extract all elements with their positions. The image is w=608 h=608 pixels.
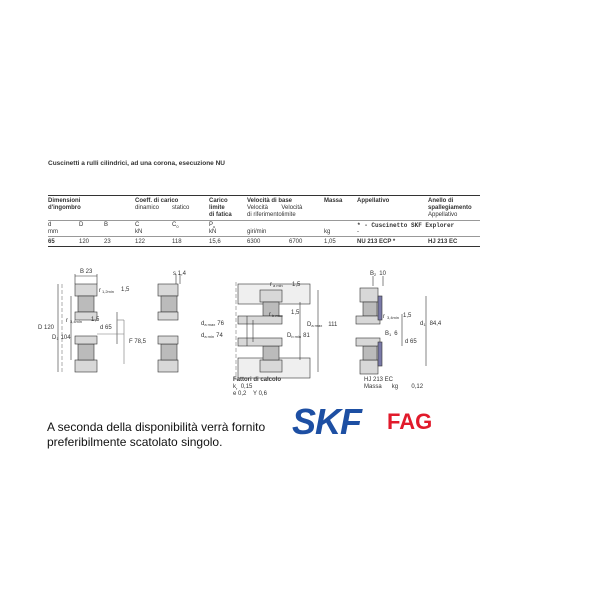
header-designation: Appellativo <box>357 198 390 204</box>
header-load-ratings: Coeff. di carico <box>135 198 179 204</box>
label-ra-value: 1,5 <box>292 282 301 288</box>
unit-kn-pu: kN <box>209 229 217 235</box>
explorer-note: * - Cuscinetto SKF Explorer <box>357 222 455 229</box>
calculation-factors-title: Fattori di calcolo <box>233 377 282 383</box>
header-static: statico <box>172 205 190 211</box>
table-bottom-rule <box>48 246 480 247</box>
ring-mass: Massa kg 0,12 <box>364 384 424 390</box>
header-ring-designation: Appellativo <box>428 212 458 218</box>
unit-dash: - <box>357 229 359 235</box>
header-dynamic: dinamico <box>135 205 160 211</box>
header-fatigue-load: Carico limite di fatica <box>209 198 232 218</box>
technical-drawings <box>0 262 608 382</box>
cell-reference-speed: 6300 <box>247 239 261 245</box>
label-B: B 23 <box>80 269 93 275</box>
cell-D: 120 <box>79 239 90 245</box>
label-rbmax: b max <box>272 313 283 318</box>
units-rule <box>48 236 480 237</box>
label-rb-prefix: r <box>269 312 271 318</box>
sheet-title: Cuscinetti a rulli cilindrici, ad una corona, esecuzione NU <box>48 160 225 167</box>
symbol-d: d <box>48 222 52 228</box>
ring-caption: HJ 213 EC <box>364 377 394 383</box>
label-B2: B2 10 <box>370 271 386 277</box>
fag-logo: FAG <box>387 409 433 434</box>
header-speed-sub: Velocità Velocità <box>247 205 303 211</box>
header-mass: Massa <box>324 198 343 204</box>
availability-note <box>47 420 265 450</box>
unit-kn-c: kN <box>135 229 143 235</box>
unit-kg: kg <box>324 229 331 235</box>
axial-displacement-drawing <box>158 274 180 372</box>
cell-limiting-speed: 6700 <box>289 239 303 245</box>
symbol-B: B <box>104 222 109 228</box>
cell-ring-designation: HJ 213 EC <box>428 239 458 245</box>
header-speed-sub2: di riferimentolimite <box>247 212 296 218</box>
factor-kr: $k_r$ 0,15 <box>233 384 253 392</box>
label-r12: 1,2min <box>102 289 115 294</box>
table-top-rule <box>48 195 480 196</box>
cell-Pu: 15,6 <box>209 239 221 245</box>
label-damin: da min 74 <box>201 333 223 339</box>
label-r34: 3,4min <box>70 319 83 324</box>
header-speed-ratings: Velocità di base <box>247 198 293 204</box>
symbol-D: D <box>79 222 84 228</box>
label-d: d 65 <box>100 325 112 331</box>
cell-C: 122 <box>135 239 146 245</box>
factor-e-y: e 0,2 Y 0,6 <box>233 391 267 397</box>
unit-mm: mm <box>48 229 58 235</box>
header-rule <box>48 220 480 221</box>
label-D1: D1 104 <box>52 335 71 341</box>
label-r34-value: 1,5 <box>91 317 100 323</box>
label-ring-r34-value: 1,5 <box>403 313 412 319</box>
cell-designation: NU 213 ECP * <box>357 239 396 245</box>
label-ramin: a min <box>273 283 283 288</box>
symbol-C: C <box>135 222 140 228</box>
cell-d: 65 <box>48 239 55 245</box>
label-ring-r34-prefix: r <box>383 314 385 320</box>
label-r12-value: 1,5 <box>121 287 130 293</box>
label-r12-prefix: r <box>99 288 101 294</box>
label-rb-value: 1,5 <box>291 310 300 316</box>
header-abutment-ring: Anello di spallegiamento <box>428 198 472 211</box>
label-d1: d1 84,4 <box>420 321 442 327</box>
label-ring-d: d 65 <box>405 339 417 345</box>
label-B1: B1 6 <box>385 331 398 337</box>
cell-B: 23 <box>104 239 111 245</box>
skf-logo: SKF <box>292 401 361 442</box>
label-ra-prefix: r <box>270 282 272 288</box>
cell-C0: 118 <box>172 239 182 245</box>
label-F: F 78,5 <box>129 339 147 345</box>
note-line-1: A seconda della disponibilità verrà fornito <box>47 420 266 434</box>
label-s: s 1,4 <box>173 271 187 277</box>
label-ring-r34: 3,4min <box>387 315 400 320</box>
label-Damax: Da max 111 <box>307 322 338 328</box>
label-damax: da max 76 <box>201 321 224 327</box>
symbol-Pu: $P_u$ <box>209 222 216 230</box>
symbol-C0: $C_0$ <box>172 222 179 230</box>
unit-rpm: giri/min <box>247 229 267 235</box>
cell-mass: 1,05 <box>324 239 336 245</box>
label-Dbmin: Db min 81 <box>287 333 310 339</box>
label-D: D 120 <box>38 325 55 331</box>
angle-ring-drawing <box>356 276 426 374</box>
abutment-dimensions-drawing <box>236 282 318 380</box>
label-r34-prefix: r <box>66 318 68 324</box>
header-dimensions: Dimensioni d'ingombro <box>48 198 81 211</box>
note-line-2: preferibilmente scatolato singolo. <box>47 435 223 449</box>
